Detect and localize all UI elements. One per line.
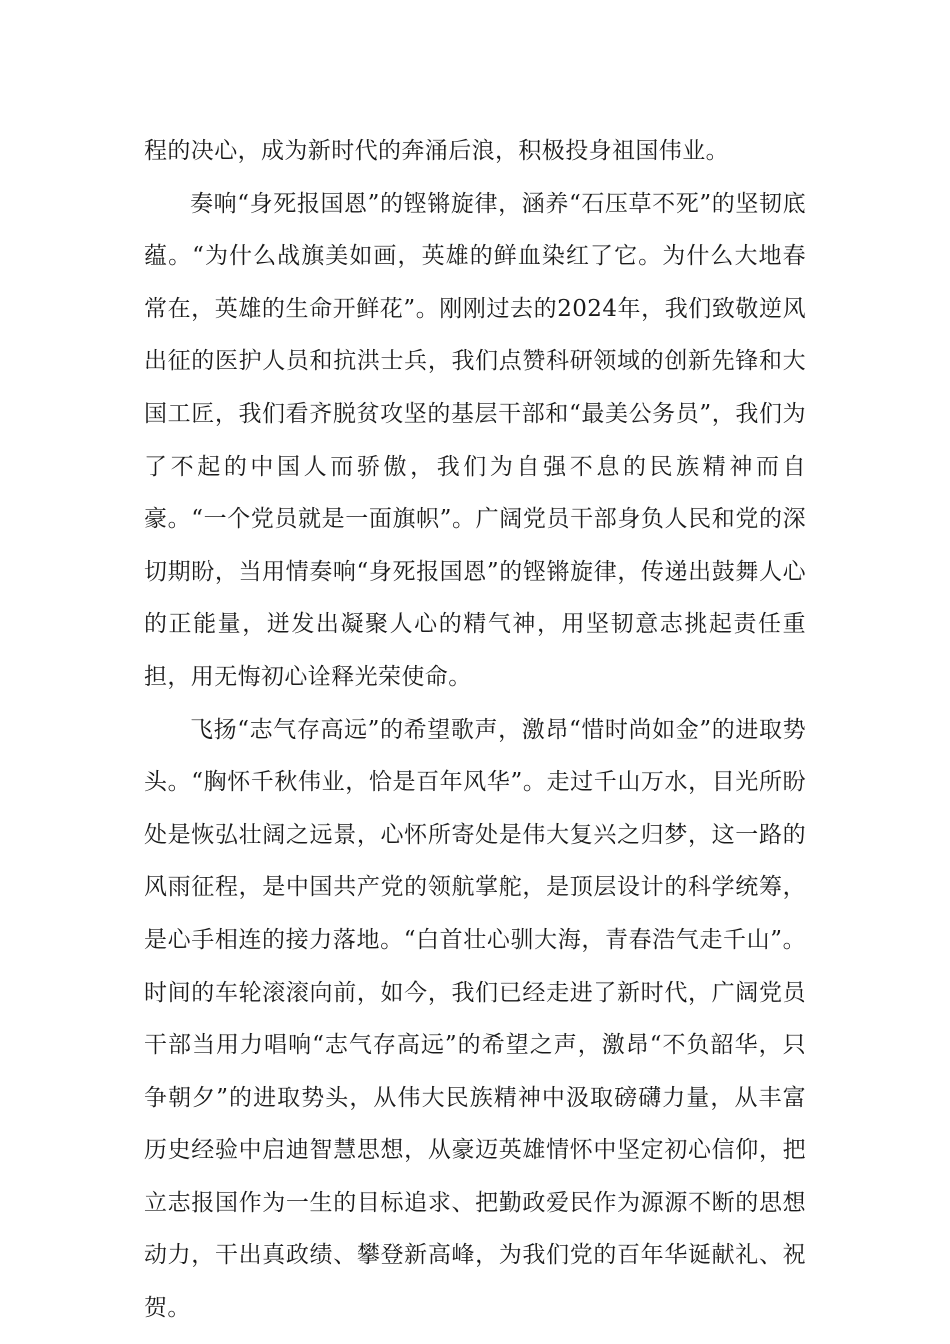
paragraph-continuation: 程的决心，成为新时代的奔涌后浪，积极投身祖国伟业。	[144, 138, 729, 164]
document-body	[144, 125, 806, 1335]
paragraph-body: 飞扬“志气存高远”的希望歌声，激昂“惜时尚如金”的进取势头。“胸怀千秋伟业，恰是百年风华”。走过千山万水，目光所盼处是恢弘壮阔之远景，心怀所寄处是伟大复兴之归梦，这一路的风雨征程，是中国共产党的领航掌舵，是顶层设计的科学统筹，是心手相连的接力落地。“白首壮心驯大海，青春浩气走千山”。时间的车轮滚滚向前，如今，我们已经走进了新时代，广阔党员干部当用力唱响“志气存高远”的希望之声，激昂“不负韶华，只争朝夕”的进取势头，从伟大民族精神中汲取磅礴力量，从丰富历史经验中启迪智慧思想，从豪迈英雄情怀中坚定初心信仰，把立志报国作为一生的目标追求、把勤政爱民作为源源不断的思想动力，干出真政绩、攀登新高峰，为我们党的百年华诞献礼、祝贺。	[144, 716, 806, 1322]
paragraph-body: 奏响“身死报国恩”的铿锵旋律，涵养“石压草不死”的坚韧底蕴。“为什么战旗美如画，英雄的鲜血染红了它。为什么大地春常在，英雄的生命开鲜花”。刚刚过去的2024年，我们致敬逆风出征的医护人员和抗洪士兵，我们点赞科研领域的创新先锋和大国工匠，我们看齐脱贫攻坚的基层干部和“最美公务员”，我们为了不起的中国人而骄傲，我们为自强不息的民族精神而自豪。“一个党员就是一面旗帜”。广阔党员干部身负人民和党的深切期盼，当用情奏响“身死报国恩”的铿锵旋律，传递出鼓舞人心的正能量，迸发出凝聚人心的精气神，用坚韧意志挑起责任重担，用无悔初心诠释光荣使命。	[144, 190, 806, 690]
